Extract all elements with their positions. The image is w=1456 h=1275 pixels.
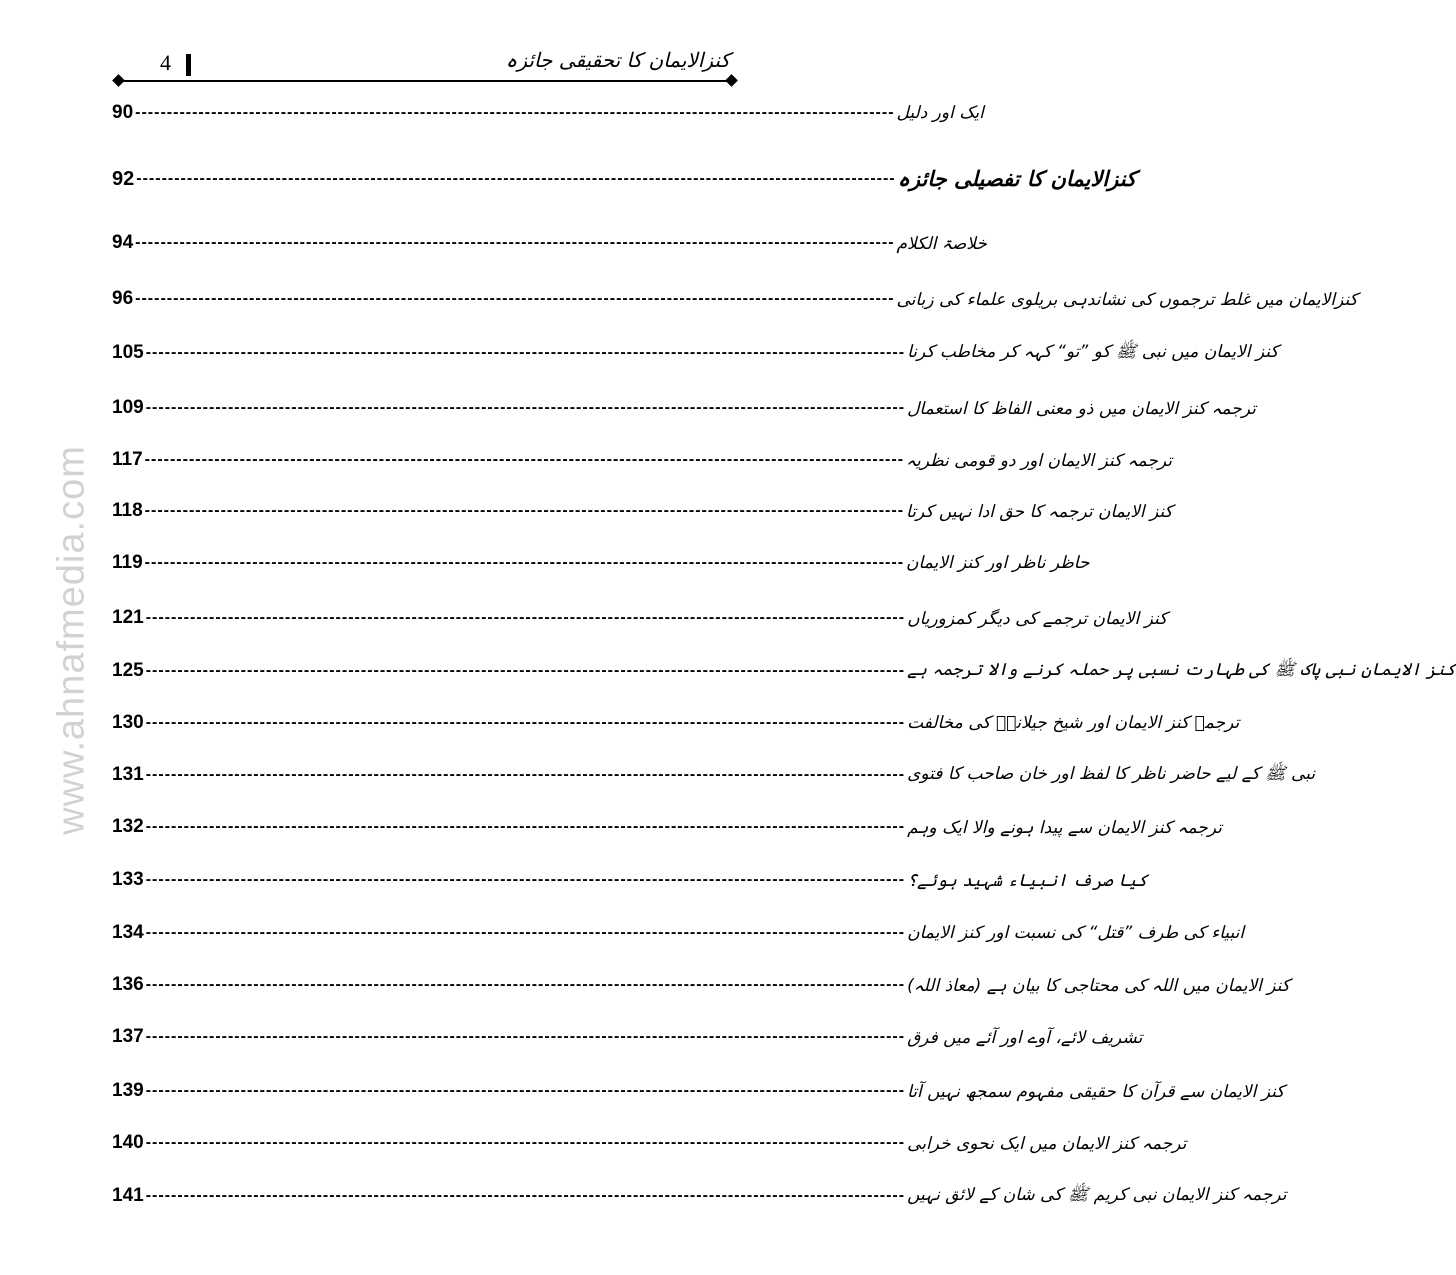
toc-page-number: 90 — [112, 102, 134, 123]
toc-title: نبی ﷺ کے لیے حاضر ناظر کا لفظ اور خان صاحب کا فتوی — [907, 763, 1316, 784]
watermark: www.ahnafmedia.com — [50, 445, 93, 835]
toc-leader: ------------------------------------------------------------------------------------------------------------------------ — [145, 818, 906, 835]
toc-page-number: 139 — [112, 1080, 144, 1101]
toc-entry[interactable] — [112, 601, 1168, 635]
toc-leader: ------------------------------------------------------------------------------------------------------------------------ — [144, 554, 905, 571]
header-rule — [118, 80, 732, 82]
toc-page-number: 136 — [112, 974, 144, 995]
toc-leader: ------------------------------------------------------------------------------------------------------------------------ — [145, 1187, 906, 1204]
toc-title: کنز الایمان ترجمہ کا حق ادا نہیں کرتا — [906, 501, 1173, 522]
toc-entry[interactable] — [112, 916, 1245, 950]
toc-page-number: 109 — [112, 397, 144, 418]
toc-leader: ------------------------------------------------------------------------------------------------------------------------ — [145, 1082, 906, 1099]
toc-entry[interactable] — [112, 863, 1148, 897]
toc-title: کنز الایمان سے قرآن کا حقیقی مفہوم سمجھ نہیں آتا — [907, 1081, 1285, 1102]
toc-title: کنز الایمان میں اللہ کی محتاجی کا بیان ہے (معاذ اللہ) — [907, 975, 1290, 996]
toc-title: ترجمہ کنز الایمان میں ایک نحوی خرابی — [907, 1133, 1187, 1154]
toc-entry[interactable] — [112, 282, 1358, 316]
toc-page-number: 134 — [112, 922, 144, 943]
toc-entry[interactable] — [112, 1020, 1143, 1054]
toc-page-number: 130 — [112, 712, 144, 733]
toc-entry[interactable] — [112, 443, 1172, 477]
toc-title: تشریف لائے، آوے اور آئے میں فرق — [907, 1027, 1143, 1048]
toc-leader: ------------------------------------------------------------------------------------------------------------------------ — [145, 924, 906, 941]
toc-entry[interactable] — [112, 810, 1222, 844]
toc-leader: ------------------------------------------------------------------------------------------------------------------------ — [145, 1134, 906, 1151]
toc-leader: ------------------------------------------------------------------------------------------------------------------------ — [145, 714, 906, 731]
toc-title: کنز الایمان نبی پاک ﷺ کی طہارت نسبی پر حملہ کرنے والا ترجمہ ہے — [907, 659, 1456, 680]
toc-title: ترجمہ کنز الایمان اور شیخ جیلانیؒ کی مخالفت — [907, 713, 1240, 733]
toc-leader: ------------------------------------------------------------------------------------------------------------------------ — [145, 766, 906, 783]
toc-page-number: 140 — [112, 1132, 144, 1153]
toc-title: خلاصۃ الکلام — [896, 233, 987, 254]
toc-leader: ------------------------------------------------------------------------------------------------------------------------ — [145, 662, 906, 679]
toc-page-number: 119 — [112, 552, 143, 573]
toc-page-number: 141 — [112, 1185, 144, 1206]
toc-entry[interactable] — [112, 654, 1456, 688]
toc-entry[interactable] — [112, 706, 1240, 740]
toc-page-number: 137 — [112, 1026, 144, 1047]
toc-entry[interactable] — [112, 968, 1290, 1002]
toc-leader: ------------------------------------------------------------------------------------------------------------------------ — [135, 104, 895, 121]
toc-page-number: 132 — [112, 816, 144, 837]
toc-entry[interactable] — [112, 226, 987, 260]
toc-page-number: 118 — [112, 500, 143, 521]
toc-leader: ------------------------------------------------------------------------------------------------------------------------ — [145, 344, 906, 361]
toc-title: کنز الایمان ترجمے کی دیگر کمزوریاں — [907, 608, 1168, 629]
toc-title: کنزالایمان کا تفصیلی جائزہ — [897, 167, 1137, 191]
toc-leader: ------------------------------------------------------------------------------------------------------------------------ — [136, 170, 896, 187]
toc-leader: ------------------------------------------------------------------------------------------------------------------------ — [145, 976, 906, 993]
toc-entry[interactable] — [112, 758, 1316, 792]
toc-page-number: 131 — [112, 764, 144, 785]
toc-leader: ------------------------------------------------------------------------------------------------------------------------ — [145, 871, 906, 888]
page-header — [118, 44, 730, 84]
toc-title: ترجمہ کنز الایمان اور دو قومی نظریہ — [906, 450, 1172, 471]
toc-leader: ------------------------------------------------------------------------------------------------------------------------ — [135, 234, 895, 251]
toc-page-number: 92 — [112, 167, 135, 190]
toc-entry[interactable] — [112, 1126, 1187, 1160]
toc-page-number: 96 — [112, 288, 134, 309]
toc-entry[interactable] — [112, 494, 1173, 528]
toc-title: حاظر ناظر اور کنز الایمان — [906, 553, 1090, 573]
toc-title: ایک اور دلیل — [896, 103, 984, 123]
book-title: کنزالایمان کا تحقیقی جائزہ — [505, 48, 730, 72]
toc-leader: ------------------------------------------------------------------------------------------------------------------------ — [144, 451, 905, 468]
toc-leader: ------------------------------------------------------------------------------------------------------------------------ — [145, 1028, 906, 1045]
toc-entry[interactable] — [112, 1074, 1285, 1108]
toc-title: کنز الایمان میں نبی ﷺ کو ”تو“ کہہ کر مخاطب کرنا — [907, 341, 1279, 362]
toc-page-number: 125 — [112, 660, 144, 681]
page-number-bar — [186, 54, 191, 76]
toc-leader: ------------------------------------------------------------------------------------------------------------------------ — [145, 609, 906, 626]
toc-leader: ------------------------------------------------------------------------------------------------------------------------ — [145, 399, 906, 416]
toc-entry[interactable] — [112, 1179, 1287, 1213]
toc-page-number: 105 — [112, 342, 144, 363]
toc-entry[interactable] — [112, 162, 1137, 196]
toc-page-number: 94 — [112, 232, 134, 253]
toc-title: کیا صرف انبیاء شہید ہوئے؟ — [907, 870, 1148, 891]
toc-entry[interactable] — [112, 391, 1256, 425]
toc-title: ترجمہ کنز الایمان میں ذو معنی الفاظ کا استعمال — [907, 398, 1256, 419]
toc-title: ترجمہ کنز الایمان نبی کریم ﷺ کی شان کے لائق نہیں — [907, 1184, 1287, 1205]
page-number: 4 — [160, 50, 171, 75]
toc-title: انبیاء کی طرف ”قتل“ کی نسبت اور کنز الایمان — [907, 923, 1245, 943]
toc-page-number: 117 — [112, 449, 143, 470]
toc-entry[interactable] — [112, 96, 984, 130]
toc-leader: ------------------------------------------------------------------------------------------------------------------------ — [135, 290, 895, 307]
toc-leader: ------------------------------------------------------------------------------------------------------------------------ — [144, 502, 905, 519]
toc-page-number: 121 — [112, 607, 144, 628]
toc-title: ترجمہ کنز الایمان سے پیدا ہونے والا ایک وہم — [907, 817, 1222, 838]
toc-entry[interactable] — [112, 546, 1090, 580]
toc-entry[interactable] — [112, 336, 1279, 370]
toc-page-number: 133 — [112, 869, 144, 890]
toc-title: کنزالایمان میں غلط ترجموں کی نشاندہی بریلوی علماء کی زبانی — [896, 289, 1358, 310]
